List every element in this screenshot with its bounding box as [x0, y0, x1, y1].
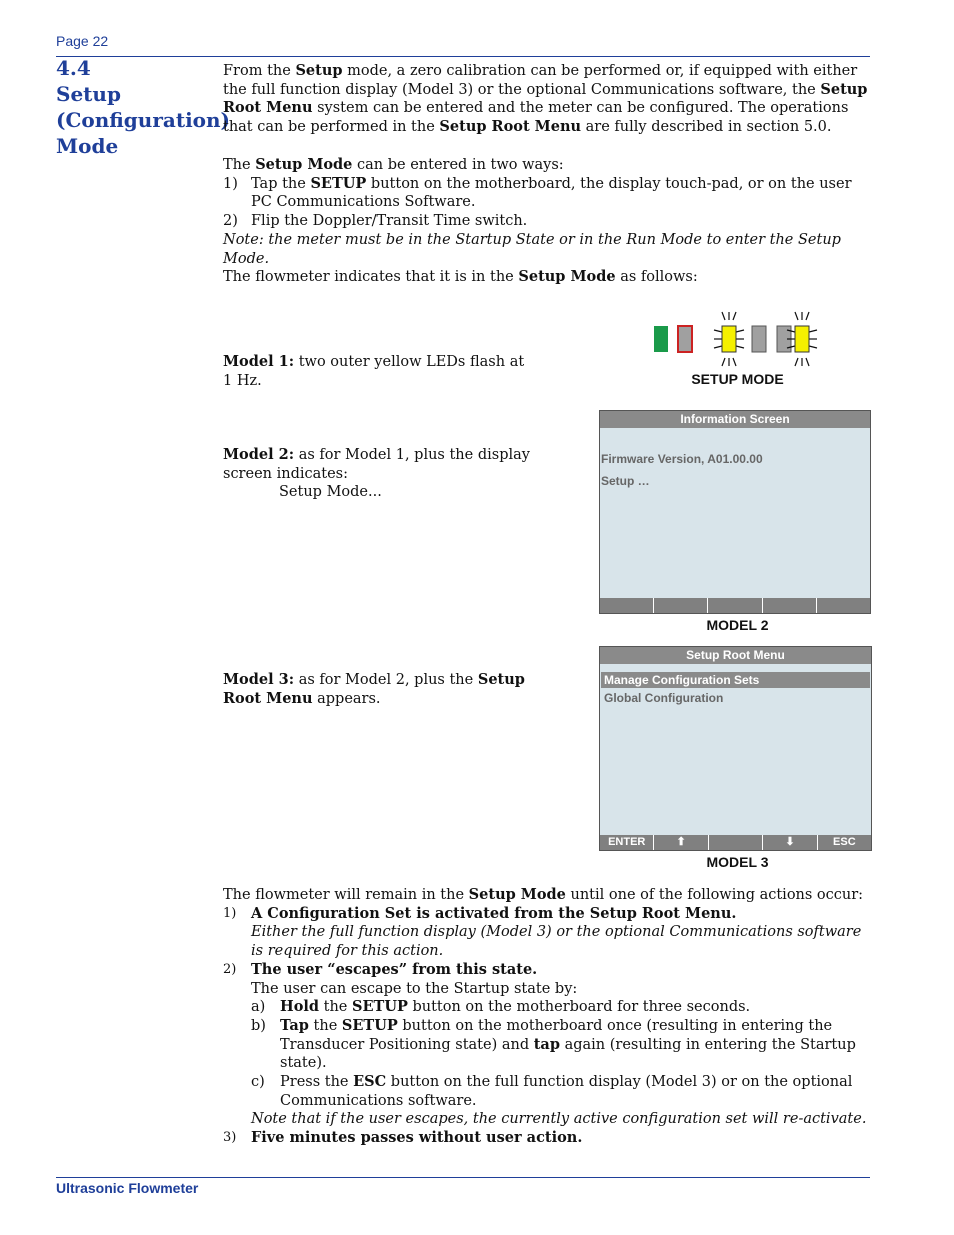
footer-label: Ultrasonic Flowmeter — [56, 1180, 199, 1196]
up-arrow-button[interactable]: ⬆ — [654, 835, 707, 850]
softkey-2[interactable] — [654, 598, 707, 613]
gray-led-1 — [752, 326, 766, 352]
indicates-paragraph: The flowmeter indicates that it is in the Setup Mode as follows: — [223, 268, 698, 285]
menu-item-global-configuration[interactable]: Global Configuration — [604, 691, 724, 705]
section-number: 4.4 — [56, 56, 91, 80]
page-number: Page 22 — [56, 33, 109, 49]
section-title-line1: Setup — [56, 82, 121, 106]
red-led — [678, 326, 692, 352]
escape-note: Note that if the user escapes, the currently active configuration set will re-activate. — [251, 1111, 867, 1128]
yellow-led-left — [722, 326, 736, 352]
model3-screen — [599, 646, 872, 851]
enter-button[interactable]: ENTER — [600, 835, 653, 850]
yellow-led-right — [795, 326, 809, 352]
setup-status: Setup … — [601, 474, 650, 488]
section-title-line2: (Configuration) — [56, 108, 231, 132]
led-figure — [650, 308, 840, 368]
softkey-4[interactable] — [763, 598, 816, 613]
softkey-1[interactable] — [600, 598, 653, 613]
model3-description: Model 3: as for Model 2, plus the Setup Root Menu appears. — [223, 671, 525, 707]
menu-item-manage-configuration-sets[interactable]: Manage Configuration Sets — [601, 672, 870, 688]
footer-rule — [56, 1177, 870, 1178]
esc-button[interactable]: ESC — [818, 835, 871, 850]
down-arrow-button[interactable]: ⬇ — [763, 835, 816, 850]
screen-title: Setup Root Menu — [600, 647, 871, 664]
model2-description: Model 2: as for Model 1, plus the display screen indicates: Setup Mode... — [223, 446, 530, 501]
led-caption: SETUP MODE — [691, 371, 784, 387]
exit-conditions: The flowmeter will remain in the Setup Mode until one of the following actions occur: 1) A Configuration Set is activated from the Setup Root Menu. Either the full function display (Model 3) or the optional Communications software is required for this action. 2) The user “escapes” from this state. The user can escape to the Startup state by: a) Hold the SETUP button on the motherboard for three seconds. b) Tap the SETUP button on the motherboard once (resulting in entering the Transducer Positioning state) and tap again (resulting in entering the Startup state). c) Press the ESC button on the full function display (Model 3) or on the optional Communications software. Note that if the user escapes, the currently active configuration set will re-activate. 3) Five minutes passes without user action. — [223, 886, 867, 1147]
startup-note: Note: the meter must be in the Startup State or in the Run Mode to enter the Setup Mode. — [223, 231, 841, 267]
green-led — [654, 326, 668, 352]
entry-methods: The Setup Mode can be entered in two ways: 1) Tap the SETUP button on the motherboard, the display touch-pad, or on the user PC Communications Software. 2) Flip the Doppler/Transit Time switch. Note: the meter must be in the Startup State or in the Run Mode to enter the Setup Mode. — [223, 156, 852, 267]
firmware-version: Firmware Version, A01.00.00 — [601, 452, 763, 466]
model1-description: Model 1: two outer yellow LEDs flash at 1 Hz. — [223, 353, 525, 389]
blank-softkey[interactable] — [709, 835, 762, 850]
softkey-bar — [600, 598, 870, 613]
softkey-bar — [600, 835, 871, 850]
model2-screen — [599, 410, 871, 614]
model2-caption: MODEL 2 — [706, 617, 769, 633]
section-title — [56, 55, 231, 159]
softkey-3[interactable] — [708, 598, 761, 613]
led-diagram — [650, 308, 840, 368]
softkey-5[interactable] — [817, 598, 870, 613]
model3-caption: MODEL 3 — [706, 854, 769, 870]
screen-title: Information Screen — [600, 411, 870, 428]
section-title-line3: Mode — [56, 134, 119, 158]
intro-paragraph: From the Setup mode, a zero calibration can be performed or, if equipped with either the full function display (Model 3) or the optional Communications software, the Setup Root Menu system can be entered and the meter can be configured. The operations that can be performed in the Setup Root Menu are fully described in section 5.0. — [223, 62, 868, 136]
